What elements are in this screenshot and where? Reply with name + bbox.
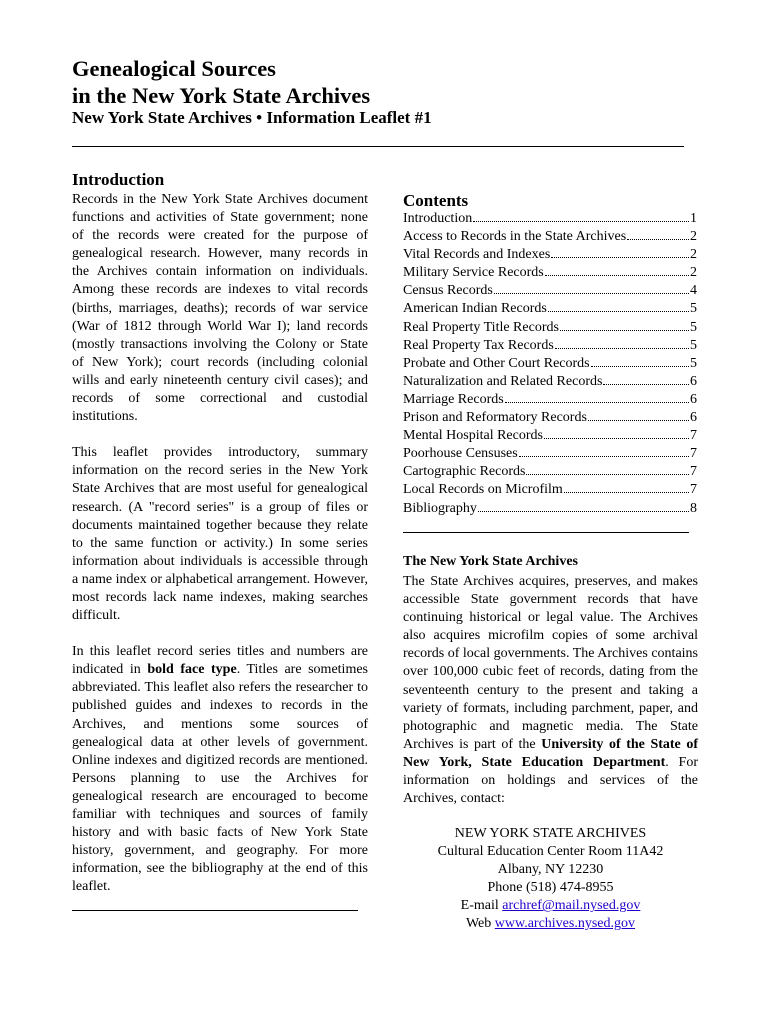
toc-entry-label: Cartographic Records [403,464,526,480]
toc-entry [403,373,697,391]
toc-leader-dots [555,348,689,349]
header-divider [72,146,684,147]
toc-leader-dots [560,330,689,331]
intro-paragraph-2: This leaflet provides introductory, summary information on the record series in the New York State Archives that are most useful for genealogical research. (A "record series" is a group of files or documents maintained together because they relate to the same function or activity.) In some series information about individuals is accessible through a name index or alphabetical arrangement. However, most records lack name indexes, making searches difficult. [72,445,368,624]
toc-entry-label: Census Records [403,283,493,299]
introduction-body [72,191,368,914]
toc-leader-dots [519,456,689,457]
toc-leader-dots [564,492,689,493]
contents-heading: Contents [403,191,469,210]
toc-entry-page: 8 [690,500,697,516]
toc-entry-page: 2 [690,247,697,263]
toc-entry [403,445,697,463]
toc-entry-page: 4 [690,283,697,299]
archives-description [403,573,698,808]
contact-name: NEW YORK STATE ARCHIVES [454,826,647,841]
toc-leader-dots [548,311,689,312]
contact-block [403,825,698,934]
toc-entry [403,481,697,499]
toc-entry-label: Local Records on Microfilm [403,482,563,498]
title-line-1: Genealogical Sources [72,56,276,81]
toc-entry-label: Real Property Tax Records [403,337,554,353]
archives-desc-end: . For information on holdings and services of the Archives, contact: [403,754,698,807]
contact-phone: Phone (518) 474-8955 [487,880,614,896]
email-label: E-mail [460,898,503,914]
contact-room: Cultural Education Center Room 11A42 [437,844,664,860]
toc-leader-dots [526,474,689,475]
toc-leader-dots [551,257,689,258]
document-title [72,55,370,109]
toc-entry-page: 5 [690,319,697,335]
toc-leader-dots [478,511,689,512]
toc-leader-dots [494,293,689,294]
toc-entry [403,264,697,282]
toc-entry-page: 5 [690,301,697,317]
toc-leader-dots [473,221,689,222]
introduction-heading: Introduction [72,170,165,189]
web-label: Web [465,916,495,932]
document-subtitle: New York State Archives • Information Leaflet #1 [72,108,432,127]
toc-entry [403,391,697,409]
toc-entry [403,319,697,337]
toc-entry [403,337,697,355]
email-link[interactable]: archref@mail.nysed.gov [502,898,641,914]
title-line-2: in the New York State Archives [72,83,371,108]
toc-entry-page: 7 [690,464,697,480]
intro-paragraph-3 [72,643,368,896]
toc-entry-label: Introduction [403,211,473,226]
toc-entry-page: 1 [690,211,697,226]
toc-leader-dots [505,402,689,403]
toc-entry-label: Real Property Title Records [403,319,559,335]
toc-entry [403,210,697,228]
toc-entry [403,246,697,264]
left-footer-divider [72,910,358,911]
toc-entry-page: 7 [690,446,697,462]
toc-leader-dots [588,420,689,421]
archives-org-name: University of the State of New York, State Education Department [403,736,698,770]
toc-entry-page: 7 [690,428,697,444]
archives-desc-start: The State Archives acquires, preserves, and makes accessible State government records that have continuing historical or legal value. The Archives also acquires microfilm copies of some archival records of local governments. The Archives contains over 100,000 cubic feet of records, dating from the seventeenth century to the present and taking a variety of formats, including parchment, paper, and photographic and magnetic media. The State Archives is part of the [403,574,698,752]
toc-entry-page: 5 [690,337,697,353]
table-of-contents [403,210,697,518]
toc-leader-dots [627,239,689,240]
toc-entry [403,409,697,427]
toc-entry-page: 2 [690,229,697,245]
toc-entry-label: Military Service Records [403,265,544,281]
toc-entry-page: 7 [690,482,697,498]
toc-entry-label: Naturalization and Related Records [403,373,603,389]
toc-entry-page: 5 [690,355,697,371]
toc-entry [403,427,697,445]
bold-face-term: bold face type [147,662,237,678]
intro-p3-end: . Titles are sometimes abbreviated. This leaflet also refers the researcher to published guides and indexes to records in the Archives, and mentions some sources of genealogical data at other levels of government. Online indexes and digitized records are mentioned. Persons planning to use the Archives for genealogical research are encouraged to become familiar with techniques and sources of family history and with basic facts of New York State history, government, and geography. For more information, see the bibliography at the end of this leaflet. [72,662,368,895]
toc-entry [403,300,697,318]
toc-entry [403,355,697,373]
contact-web-line [403,915,698,933]
toc-entry-label: Mental Hospital Records [403,428,543,444]
toc-entry-page: 2 [690,265,697,281]
intro-p3-start: In this leaflet record series titles and numbers are indicated in [72,644,368,678]
contents-divider [403,532,689,533]
archives-heading: The New York State Archives [403,554,578,569]
toc-entry [403,282,697,300]
toc-entry [403,500,697,518]
toc-entry [403,463,697,481]
toc-leader-dots [591,366,689,367]
website-link[interactable]: www.archives.nysed.gov [494,916,636,932]
intro-paragraph-1: Records in the New York State Archives document functions and activities of State government; none of the records were created for the purpose of genealogical research. However, many records in the Archives contain information on individuals. Among these records are indexes to vital records (births, marriages, deaths); records of war service (War of 1812 through World War I); land records (mostly transactions involving the Colony or State of New York); court records (including colonial wills and early nineteenth century civil cases); and records of some correctional and custodial institutions. [72,192,368,425]
toc-entry-page: 6 [690,391,697,407]
toc-entry-label: American Indian Records [403,301,547,317]
toc-entry-label: Bibliography [403,500,477,516]
toc-leader-dots [603,384,689,385]
contact-email-line [403,897,698,915]
toc-entry-label: Probate and Other Court Records [403,355,590,371]
toc-entry-label: Vital Records and Indexes [403,247,551,263]
toc-entry [403,228,697,246]
contact-city: Albany, NY 12230 [497,862,604,878]
toc-entry-label: Marriage Records [403,391,504,407]
toc-entry-label: Prison and Reformatory Records [403,410,587,426]
toc-leader-dots [545,275,689,276]
toc-entry-label: Access to Records in the State Archives [403,229,627,245]
toc-entry-page: 6 [690,373,697,389]
toc-leader-dots [544,438,689,439]
toc-entry-label: Poorhouse Censuses [403,446,518,462]
toc-entry-page: 6 [690,410,697,426]
